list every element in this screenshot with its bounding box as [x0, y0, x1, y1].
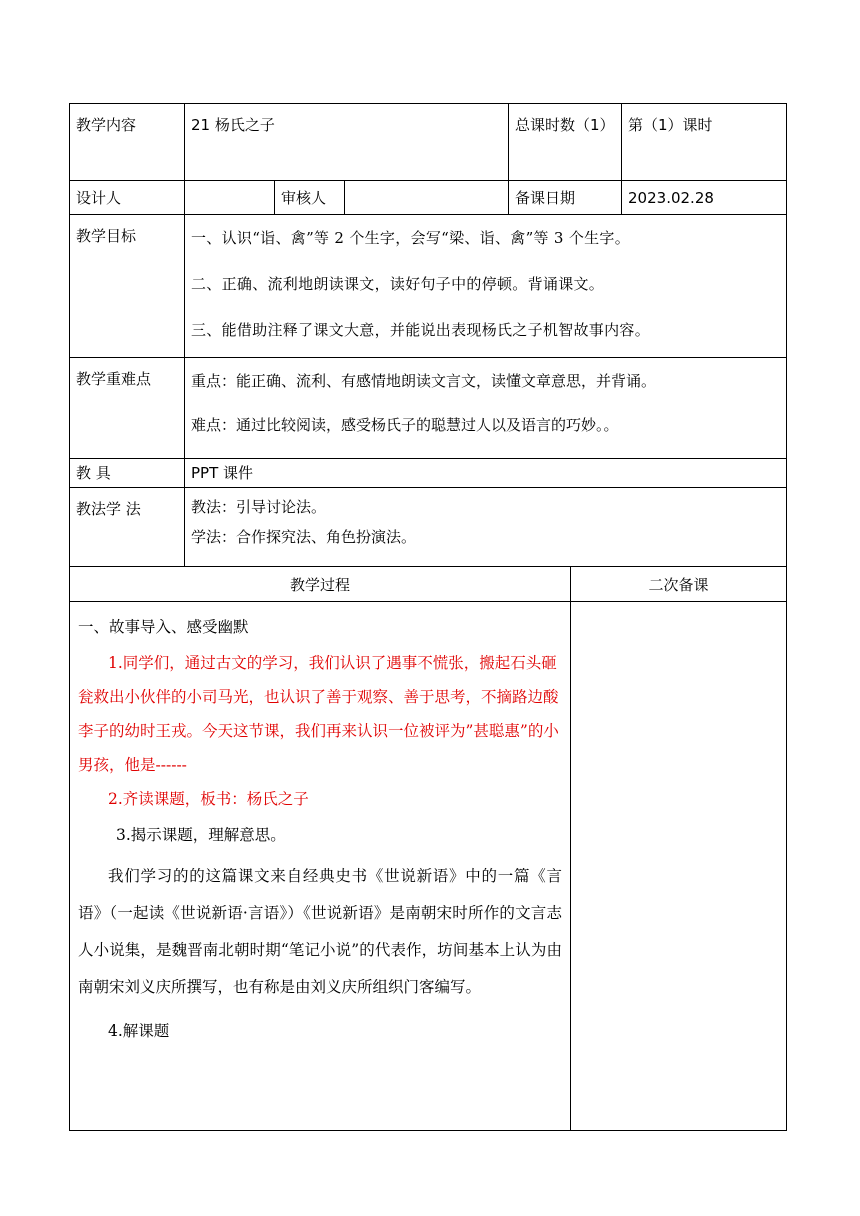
reviewer-value [345, 181, 509, 215]
teaching-process-table [69, 566, 787, 1131]
difficulty-text: 难点：通过比较阅读，感受杨氏子的聪慧过人以及语言的巧妙。。 [191, 416, 619, 434]
teaching-content-label: 教学内容 [70, 104, 185, 181]
process-content-cell [70, 602, 571, 1131]
prep-date-label: 备课日期 [509, 181, 622, 215]
lesson-number: 第（1）课时 [622, 104, 787, 181]
teaching-goals-label: 教学目标 [70, 215, 185, 358]
lesson-plan-document [69, 103, 786, 1131]
focus-text: 重点：能正确、流利、有感情地朗读文言文，读懂文章意思，并背诵。 [191, 372, 657, 390]
prep-date-value: 2023.02.28 [622, 181, 787, 215]
teaching-tools-label: 教 具 [70, 459, 185, 488]
step-1: 1.同学们，通过古文的学习，我们认识了遇事不慌张，搬起石头砸瓮救出小伙伴的小司马光，也认识了善于观察、善于思考，不摘路边酸李子的幼时王戎。今天这节课，我们再来认识一位被评为”甚聪惠”的小男孩，他是------ [78, 654, 559, 774]
intro-paragraph: 我们学习的的这篇课文来自经典史书《世说新语》中的一篇《言语》（一起读《世说新语·言语》）《世说新语》是南朝宋时所作的文言志人小说集，是魏晋南北朝时期“笔记小说”的代表作，坊间基本上认为由南朝宋刘义庆所撰写，也有称是由刘义庆所组织门客编写。 [78, 867, 562, 996]
key-points-cell [185, 358, 787, 459]
goal-item: 二、正确、流利地朗读课文，读好句子中的停顿。背诵课文。 [191, 275, 605, 293]
designer-value [185, 181, 275, 215]
lesson-info-table [69, 103, 787, 567]
key-points-label: 教学重难点 [70, 358, 185, 459]
step-2: 2.齐读课题，板书：杨氏之子 [108, 790, 309, 808]
teaching-tools-value: PPT 课件 [185, 459, 787, 488]
step-4: 4.解课题 [108, 1022, 170, 1040]
teaching-goals-cell [185, 215, 787, 358]
section-title: 一、故事导入、感受幽默 [78, 618, 249, 636]
second-prep-cell [571, 602, 787, 1131]
reviewer-label: 审核人 [275, 181, 345, 215]
process-header: 教学过程 [70, 567, 571, 602]
step-3: 3.揭示课题，理解意思。 [116, 826, 286, 844]
designer-label: 设计人 [70, 181, 185, 215]
goal-item: 三、能借助注释了课文大意，并能说出表现杨氏之子机智故事内容。 [191, 321, 651, 339]
goal-item: 一、认识“诣、禽”等 2 个生字，会写“梁、诣、禽”等 3 个生字。 [191, 229, 631, 247]
second-prep-header: 二次备课 [571, 567, 787, 602]
total-hours-label: 总课时数（1） [509, 104, 622, 181]
teaching-method: 教法：引导讨论法。 [191, 498, 327, 516]
learning-method: 学法：合作探究法、角色扮演法。 [191, 528, 417, 546]
teaching-content-value: 21 杨氏之子 [185, 104, 509, 181]
methods-cell [185, 488, 787, 567]
methods-label: 教法学 法 [70, 488, 185, 567]
